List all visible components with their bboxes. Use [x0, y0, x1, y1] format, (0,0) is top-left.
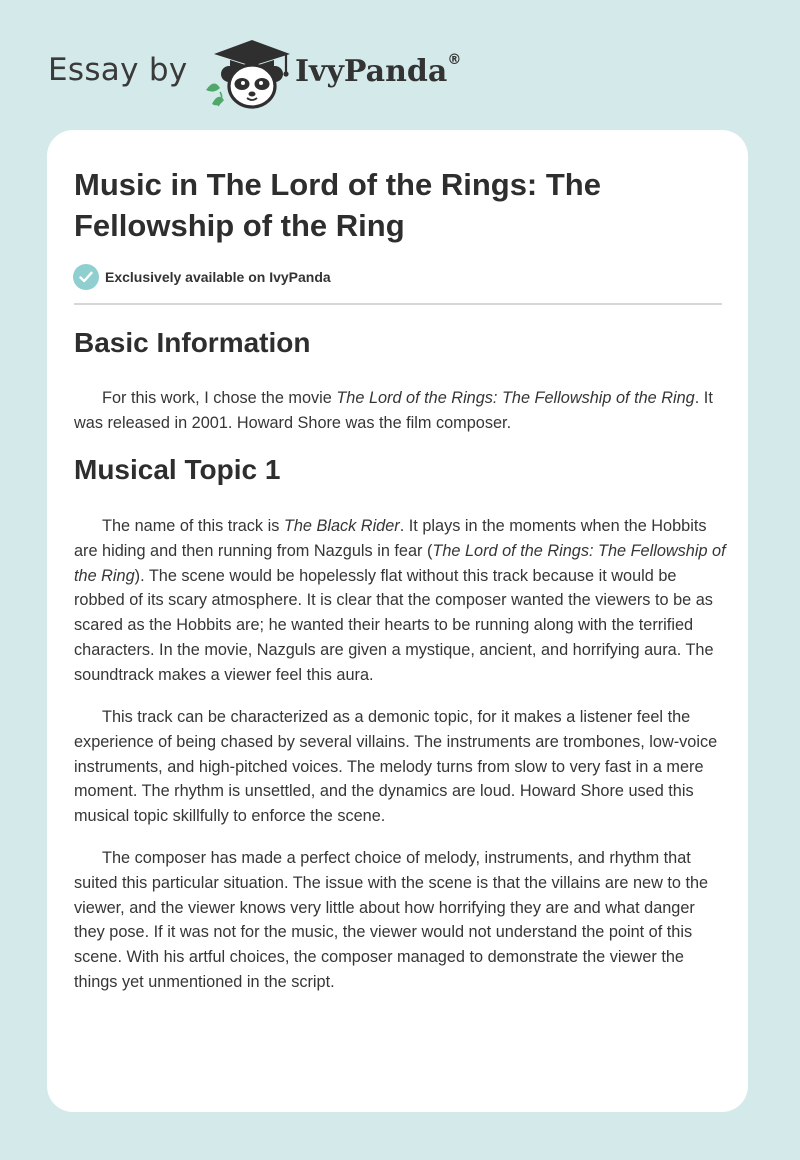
registered-mark: ® — [447, 52, 462, 68]
essay-card — [47, 130, 748, 1112]
brand-name[interactable] — [295, 54, 461, 89]
paragraph-basic-information — [74, 386, 726, 436]
track-title: The Black Rider — [283, 517, 400, 535]
site-header — [48, 34, 508, 114]
movie-title: The Lord of the Rings: The Fellowship of the Ring — [74, 541, 726, 585]
panda-logo-icon[interactable] — [202, 34, 302, 110]
paragraph-text: ). The scene would be hopelessly flat without this track because it would be robbed of its scary atmosphere. It is clear that the composer wanted the viewers to be as scared as the Hobbits are; he wanted their hearts to be running along with the terrified characters. In the movie, Nazguls are given a mystique, ancient, and horrifying aura. The soundtrack makes a viewer feel this aura. — [74, 566, 714, 684]
paragraph-text: The name of this track is — [102, 517, 284, 535]
essay-by-label: Essay by — [48, 52, 188, 88]
paragraph-demonic-topic: This track can be characterized as a demonic topic, for it makes a listener feel the experience of being chased by several villains. The instruments are trombones, low-voice instruments, and high-pitched voices. The melody turns from slow to very fast in a mere moment. The rhythm is unsettled, and the dynamics are loud. Howard Shore used this musical topic skillfully to enforce the scene. — [74, 708, 718, 826]
paragraph-musical-topic-1 — [74, 514, 726, 688]
movie-title: The Lord of the Rings: The Fellowship of the Ring — [336, 389, 695, 407]
exclusive-badge — [73, 263, 331, 291]
page-title: Music in The Lord of the Rings: The Fellowship of the Ring — [74, 167, 601, 243]
checkmark-icon — [73, 264, 99, 290]
paragraph-text: . It plays in the moments when the Hobbits are hiding and then running from Nazguls in fear ( — [74, 517, 707, 560]
badge-text: Exclusively available on IvyPanda — [105, 269, 331, 285]
paragraph-composer-choice: The composer has made a perfect choice of melody, instruments, and rhythm that suited this particular situation. The issue with the scene is that the villains are new to the viewer, and the viewer knows very little about how horrifying they are and what danger they pose. If it was not for the music, the viewer would not understand the point of this scene. With his artful choices, the composer managed to demonstrate the viewer the things yet unmentioned in the script. — [74, 849, 709, 991]
section-heading-musical-topic-1: Musical Topic 1 — [74, 454, 281, 485]
paragraph-text: For this work, I chose the movie — [102, 389, 337, 407]
paragraph-text: . It was released in 2001. Howard Shore was the film composer. — [74, 389, 713, 432]
section-heading-basic-information: Basic Information — [74, 327, 311, 358]
brand-name-text: IvyPanda — [295, 54, 448, 89]
divider — [74, 303, 722, 305]
